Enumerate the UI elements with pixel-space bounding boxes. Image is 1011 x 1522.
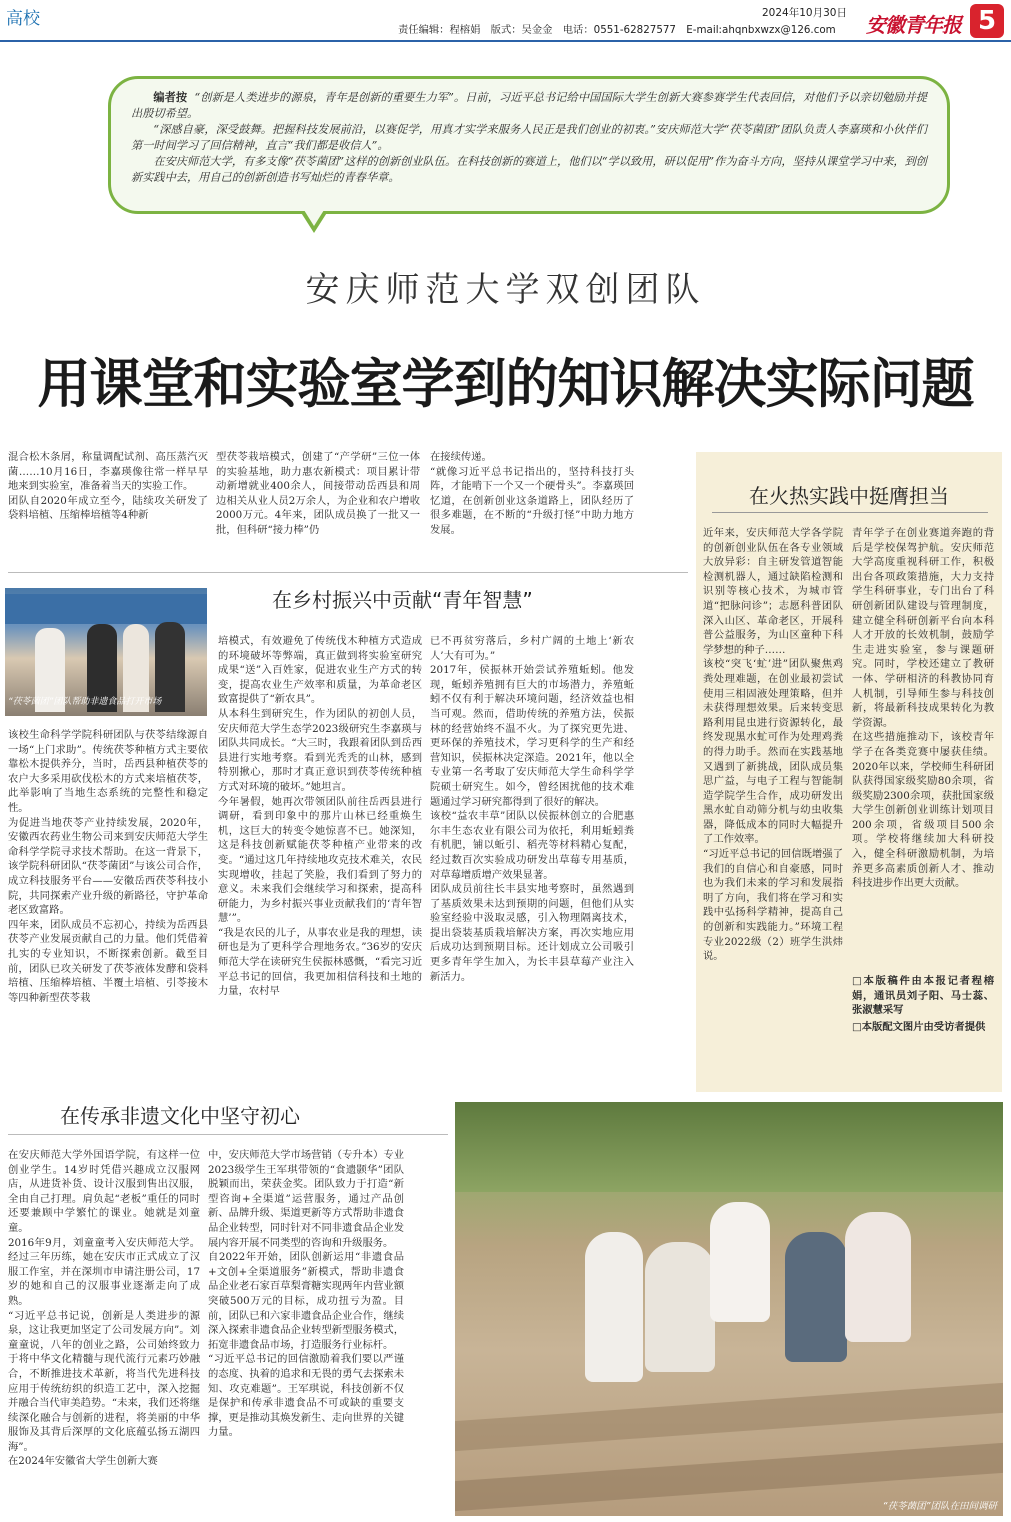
sidebar-title: 在火热实践中挺膺担当 [749,484,949,508]
section3-text-1: 在安庆师范大学外国语学院，有这样一位创业学生。14岁时凭借兴趣成立汉服网店，从进货补货、设计汉服到售出汉服，全由自己打理。肩负起“老板”重任的同时还要兼顾中学繁忙的课业。她就是刘童童。 2016年9月，刘童童考入安庆师范大学。经过三年历练，她在安庆市正式成立了汉服工作室，并在深圳市申请注册公司，17岁的她和自己的汉服事业逐渐走向了成熟。 “习近平总书记说，创新是人类进步的源泉，这让我更加坚定了公司发展方向”。刘童童说，八年的创业之路，公司始终致力于将中华文化精髓与现代流行元素巧妙融合，不断推进技术革新，将当代先进科技应用于传统纺织的织造工艺中，深入挖掘并融合当代审美趋势。“未来，我们还将继续深化融合与创新的进程，将美丽的中华服饰及其背后深厚的文化底蕴弘扬五湖四海”。 在2024年安徽省大学生创新大赛 [8,1149,200,1468]
section2-col-3 [430,634,634,1048]
masthead-rule [0,40,1011,42]
photo-banner [5,594,207,624]
sidebar-col-2 [852,526,994,974]
sidebar-credit-2 [852,1020,994,1052]
masthead [0,0,1011,44]
lead-text-2: 型茯苓栽培模式，创建了“产学研”三位一体的实验基地，助力惠农新模式：项目累计带动新增就业400余人，间接带动岳西县和周边相关从业人员2万余人，为企业和农户增收2000万元。4年来，团队成员换了一批又一批，但科研“接力棒”仍 [216,451,420,536]
section3-col-1 [8,1148,200,1516]
section3-col-2 [208,1148,404,1516]
lead-col-1 [8,450,208,545]
section2-text-3: 已不再贫穷落后，乡村广阔的土地上‘新农人’大有可为。” 2017年，侯振林开始尝试养殖蚯蚓。他发现，蚯蚓养殖拥有巨大的市场潜力，养殖蚯蚓不仅有利于解决环境问题，经济效益也相当可观。然而，借助传统的养殖方法，侯振林的经营始终不温不火。为了探究更先进、更环保的养殖技术，学习更科学的生产和经营知识，侯振林决定深造。2021年，他以全专业第一名考取了安庆师范大学生命科学学院硕士研究生。如今，曾经困扰他的技术难题通过学习研究都得到了很好的解决。 该校“益农丰草”团队以侯振林创立的合肥惠尔丰生态农业有限公司为依托，利用蚯蚓粪有机肥，铺以蚯引、稻壳等材料精心复配，经过数百次实验成功研发出草莓专用基质，对草莓增质增产效果显著。 团队成员前往长丰县实地考察时，虽然遇到了基质效果未达到预期的问题，但他们从实验室经验中汲取灵感，引入物理隔离技术，提出袋装基质栽培解决方案，再次实地应用后成功达到预期目标。还计划成立公司吸引更多青年学生加入，为长丰县草莓产业注入新活力。 [430,635,634,983]
section2-photo-caption: “茯苓菌团”团队帮助非遗食品打开市场 [8,697,162,707]
editor-note-p3: 在安庆师范大学，有多支像“茯苓菌团”这样的创新创业队伍。在科技创新的赛道上，他们以“学以致用，研以促用”作为奋斗方向，坚持从课堂学习中来，到创新实践中去，用自己的创新创造书写灿烂的青春华章。 [131,155,927,184]
photo-student-4 [785,1232,847,1362]
editor-note-box [108,76,950,214]
photo-foliage [455,1102,1003,1192]
section2-text-1: 该校生命科学学院科研团队与茯苓结缘源自一场“上门求助”。传统茯苓种植方式主要依靠松木提供养分，当时，岳西县种植茯苓的农户大多采用砍伐松木的方式来培植茯苓，此举影响了当地生态系统的完整性和稳定性。 为促进当地茯苓产业持续发展，2020年，安徽西农药业生物公司来到安庆师范大学生命科学学院寻求技术帮助。在这一背景下，该学院科研团队“茯苓菌团”与该公司合作，成立科技服务平台——安徽岳西茯苓科技小院，共同探索产业升级的新路径，守护革命老区致富路。 四年来，团队成员不忘初心，持续为岳西县茯苓产业发展贡献自己的力量。他们凭借着扎实的专业知识，不断探索创新。截至目前，团队已攻关研发了茯苓液体发酵和袋料培植、压缩棒培植、半覆土培植、引苓接木等四种新型茯苓栽 [8,729,208,1004]
kicker: 安庆师范大学双创团队 [305,270,706,310]
staff-line: 责任编辑：程榕娟 版式：吴金金 电话：0551-62827577 E-mail:ahqnbxwzx@126.com [398,24,836,36]
section-label: 高校 [6,9,40,29]
sidebar-text-1: 近年来，安庆师范大学各学院的创新创业队伍在各专业领域大放异彩：自主研发管道智能检测机器人，通过缺陷检测和识别等核心技术，为城市管道“把脉问诊”；志愿科普团队深入山区、革命老区，开展科普公益服务，为山区童种下科学梦想的种子…… 该校“突飞‘虻’进”团队聚焦鸡粪处理难题，在创业最初尝试使用三相固液处理策略，但并未获得理想效果。后来转变思路利用昆虫进行资源转化，最终发现黑水虻可作为处理鸡粪的得力助手。然而在实践基地又遇到了新挑战，团队成员集思广益，与电子工程与智能制造学院学生合作，成功研发出黑水虻自动筛分机与幼虫收集器，降低成本的同时大幅提升了工作效率。 “习近平总书记的回信既增强了我们的自信心和自豪感，同时也为我们未来的学习和发展指明了方向，我们将在学习和实践中弘扬科学精神，提高自己的创新和实践能力。”环境工程专业2022级（2）班学生洪炜说。 [703,527,843,963]
sidebar-credit-1-text: □本版稿件由本报记者程榕娟，通讯员刘子阳、马士蕊、张淑慧采写 [852,975,994,1017]
section2-col-1 [8,728,208,1048]
photo-student-1 [585,1232,643,1382]
editor-note-label: 编者按 [153,90,188,104]
section2-col-2 [218,634,422,1048]
lead-text-3: 在接续传递。 “就像习近平总书记指出的，坚持科技打头阵，才能啃下一个又一个硬骨头”。李嘉瑛回忆道，在创新创业这条道路上，团队经历了很多难题，在不断的“升级打怪”中助力地方发展。 [430,451,634,536]
section2-rule [8,572,688,573]
page-number-badge [970,4,1004,38]
section2-text-2: 培模式，有效避免了传统伐木种植方式造成的环境破坏等弊端，真正做到将实验室研究成果“送”入百姓家，促进农业生产方式的转变，提高农业生产效率和质量，为革命老区致富提供了“新农具”。 从本科生到研究生，作为团队的初创人员，安庆师范大学生态学2023级研究生李嘉瑛与团队共同成长。“大三时，我跟着团队到岳西县进行实地考察。看到光秃秃的山林，感到特别揪心，那时才真正意识到茯苓传统种植方式对环境的破坏。”她坦言。 今年暑假，她再次带领团队前往岳西县进行调研，看到印象中的那片山林已经重焕生机，这巨大的转变令她惊喜不已。她深知，这是科技创新赋能茯苓种植产业带来的改变。“通过这几年持续地攻克技术难关，农民实现增收，挂起了笑脸，我们看到了努力的意义。未来我们会继续学习和探索，提高科研能力，为乡村振兴事业贡献我们的‘青年智慧’”。 “我是农民的儿子，从事农业是我的理想，读研也是为了更科学合理地务农。”36岁的安庆师范大学在读研究生侯振林感慨，“看完习近平总书记的回信，我更加相信科技和土地的力量，农村早 [218,635,422,998]
lead-text-1: 混合松木条屑，称量调配试剂、高压蒸汽灭菌……10月16日，李嘉瑛像往常一样早早地来到实验室，准备着当天的实验工作。 团队自2020年成立至今，陆续攻关研发了袋料培植、压缩棒培植等4种新 [8,451,208,522]
editor-note-p2: “深感自豪，深受鼓舞。把握科技发展前沿，以赛促学，用真才实学来服务人民正是我们创业的初衷。”安庆师范大学“茯苓菌团”团队负责人李嘉瑛和小伙伴们第一时间学习了回信精神，直言“我们都是收信人”。 [131,123,927,152]
section3-photo-caption: “茯苓菌团”团队在田间调研 [882,1501,997,1512]
page-number: 5 [977,6,997,36]
section3-text-2: 中，安庆师范大学市场营销（专升本）专业2023级学生王军琪带领的“食遗颢华”团队脱颖而出，荣获金奖。团队致力于打造“新型咨询+全渠道”运营服务，通过产品创新、品牌升级、渠道更新等方式帮助非遗食品企业转型，同时针对不同非遗食品企业发展内容开展不同类型的咨询和升级服务。 自2022年开始，团队创新运用“非遗食品+文创+全渠道服务”新模式，帮助非遗食品企业老石家百草梨膏糖实现两年内营业额突破500万元的目标，成功扭亏为盈。目前，团队已和六家非遗食品企业合作，继续深入探索非遗食品企业转型新型服务模式，拓宽非遗食品市场，打造服务行业标杆。 “习近平总书记的回信激励着我们要以严谨的态度、执着的追求和无畏的勇气去探索未知、攻克难题”。王军琪说，科技创新不仅是保护和传承非遗食品不可或缺的重要支撑，更是推动其焕发新生、走向世界的关键力量。 [208,1149,404,1439]
sidebar-credit-2-text: □本版配文图片由受访者提供 [852,1021,986,1033]
headline: 用课堂和实验室学到的知识解决实际问题 [37,353,974,415]
section3-rule [8,1134,448,1135]
photo-student-5 [845,1212,911,1342]
photo-student-2 [645,1242,715,1372]
photo-student-3 [710,1202,770,1322]
lead-col-2 [216,450,420,545]
issue-date: 2024年10月30日 [762,7,847,19]
lead-col-3 [430,450,634,545]
section3-photo [455,1102,1003,1516]
section3-title: 在传承非遗文化中坚守初心 [60,1104,300,1128]
paper-logo: 安徽青年报 [866,13,961,37]
sidebar-text-2: 青年学子在创业赛道奔跑的背后是学校保驾护航。安庆师范大学高度重视科研工作，积极出台各项政策措施，大力支持学生科研事业，专门出台了科研创新团队建设与管理制度，建立健全科研创新平台向本科人才开放的长效机制，鼓励学生走进实验室，参与课题研究。同时，学校还建立了教研一体、学研相济的科教协同育人机制，引导师生参与科技创新，将最新科技成果转化为教学资源。 在这些措施推动下，该校青年学子在各类竞赛中屡获佳绩。2020年以来，学校师生科研团队获得国家级奖励80余项，省级奖励2300余项，获批国家级大学生创新创业训练计划项目200余项，省级项目500余项。学校将继续加大科研投入，健全科研激励机制，为培养更多高素质创新人才、推动科技进步作出更大贡献。 [852,527,994,890]
section2-photo [5,588,207,716]
sidebar-col-1 [703,526,843,1056]
sidebar-title-rule [712,512,988,513]
editor-note-tail-inner [304,210,324,226]
section2-title: 在乡村振兴中贡献“青年智慧” [272,588,533,612]
editor-note-p1: “创新是人类进步的源泉，青年是创新的重要生力军”。日前，习近平总书记给中国国际大学生创新大赛参赛学生代表回信，对他们予以亲切勉励并提出殷切希望。 [131,91,927,120]
photo-ridge-1 [455,1383,1003,1451]
